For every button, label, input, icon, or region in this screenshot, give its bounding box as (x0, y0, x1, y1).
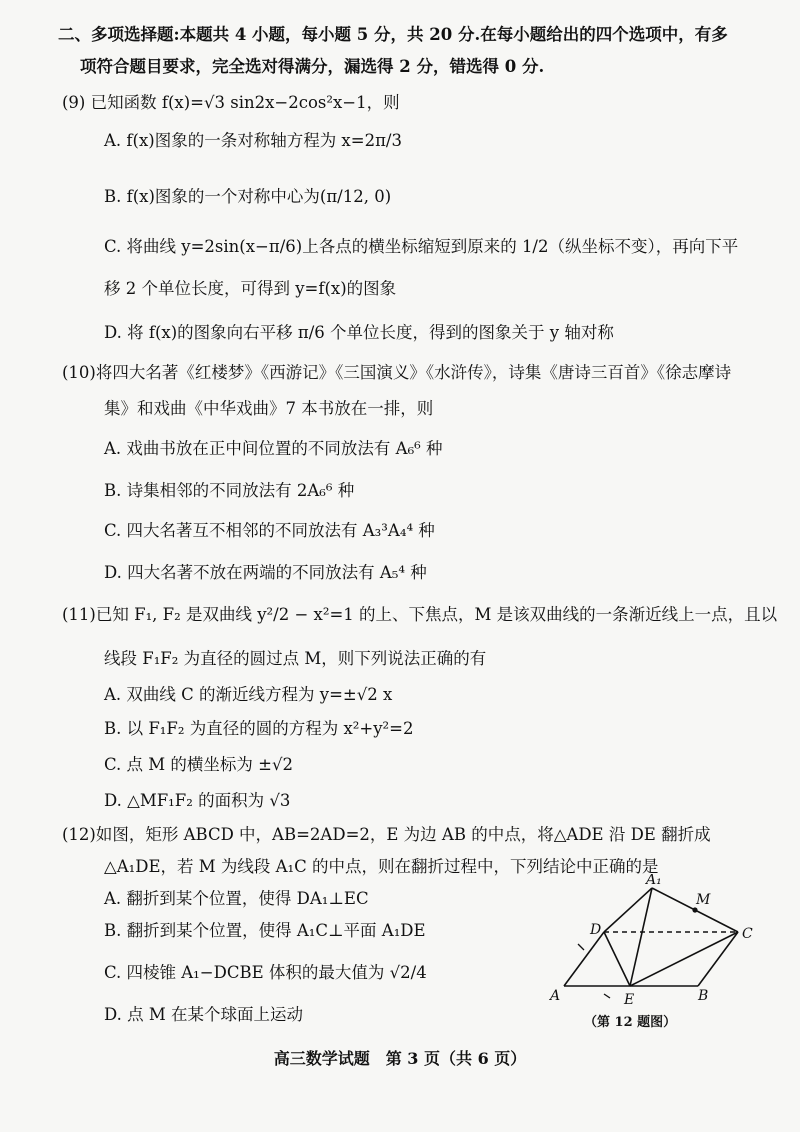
q10-stem-line2: 集》和戏曲《中华戏曲》7 本书放在一排，则 (104, 399, 434, 418)
q11-option-c: C. 点 M 的横坐标为 ±√2 (104, 755, 293, 774)
q12-option-d: D. 点 M 在某个球面上运动 (104, 1005, 304, 1024)
page-footer: 高三数学试题 第 3 页（共 6 页） (273, 1049, 527, 1068)
q11-option-a: A. 双曲线 C 的渐近线方程为 y=±√2 x (104, 685, 393, 704)
q12-stem-line2: △A₁DE，若 M 为线段 A₁C 的中点，则在翻折过程中，下列结论中正确的是 (104, 857, 659, 876)
label-d: D (590, 922, 602, 938)
section-header-line2: 项符合题目要求，完全选对得满分，漏选得 2 分，错选得 0 分. (80, 57, 545, 76)
label-e: E (624, 992, 635, 1008)
q12-option-a: A. 翻折到某个位置，使得 DA₁⊥EC (104, 889, 369, 908)
q10-option-c: C. 四大名著互不相邻的不同放法有 A₃³A₄⁴ 种 (104, 521, 435, 540)
segment-a1e (630, 888, 652, 986)
segment-a1d (604, 888, 652, 932)
label-c: C (742, 926, 753, 942)
q11-stem-line2: 线段 F₁F₂ 为直径的圆过点 M，则下列说法正确的有 (104, 649, 487, 668)
label-a1: A₁ (646, 874, 662, 888)
q10-option-d: D. 四大名著不放在两端的不同放法有 A₅⁴ 种 (104, 563, 427, 582)
q12-geometry-figure (548, 874, 780, 1032)
segment-bc (698, 932, 738, 986)
segment-de (604, 932, 630, 986)
q11-option-b: B. 以 F₁F₂ 为直径的圆的方程为 x²+y²=2 (104, 719, 414, 738)
q9-stem: (9) 已知函数 f(x)=√3 sin2x−2cos²x−1，则 (62, 93, 400, 112)
segment-ec (630, 932, 738, 986)
label-b: B (698, 988, 709, 1004)
figure-caption: （第 12 题图） (584, 1015, 677, 1030)
point-m (692, 907, 697, 912)
q11-option-d: D. △MF₁F₂ 的面积为 √3 (104, 791, 291, 810)
q12-option-c: C. 四棱锥 A₁−DCBE 体积的最大值为 √2/4 (104, 963, 427, 982)
q10-stem-line1: (10)将四大名著《红楼梦》《西游记》《三国演义》《水浒传》，诗集《唐诗三百首》《徐志摩诗 (62, 363, 732, 382)
label-m: M (696, 892, 711, 908)
q10-option-a: A. 戏曲书放在正中间位置的不同放法有 A₆⁶ 种 (104, 439, 443, 458)
q9-option-c-line1: C. 将曲线 y=2sin(x−π/6)上各点的横坐标缩短到原来的 1/2（纵坐标不变），再向下平 (104, 237, 739, 256)
q9-option-c-line2: 移 2 个单位长度，可得到 y=f(x)的图象 (104, 279, 397, 298)
segment-ad (564, 932, 604, 986)
q12-option-b: B. 翻折到某个位置，使得 A₁C⊥平面 A₁DE (104, 921, 426, 940)
tick-mark-ad (578, 944, 584, 950)
q9-option-d: D. 将 f(x)的图象向右平移 π/6 个单位长度，得到的图象关于 y 轴对称 (104, 323, 614, 342)
section-header-line1: 二、多项选择题:本题共 4 小题，每小题 5 分，共 20 分.在每小题给出的四个选项中，有多 (58, 25, 728, 44)
label-a: A (550, 988, 561, 1004)
q11-stem-line1: (11)已知 F₁, F₂ 是双曲线 y²/2 − x²=1 的上、下焦点，M 是该双曲线的一条渐近线上一点，且以 (62, 605, 778, 624)
q9-option-b: B. f(x)图象的一个对称中心为(π/12, 0) (104, 187, 392, 206)
q12-stem-line1: (12)如图，矩形 ABCD 中，AB=2AD=2，E 为边 AB 的中点，将△ADE 沿 DE 翻折成 (62, 825, 711, 844)
tick-mark-ae (604, 994, 610, 998)
q9-option-a: A. f(x)图象的一条对称轴方程为 x=2π/3 (104, 131, 402, 150)
q10-option-b: B. 诗集相邻的不同放法有 2A₆⁶ 种 (104, 481, 355, 500)
